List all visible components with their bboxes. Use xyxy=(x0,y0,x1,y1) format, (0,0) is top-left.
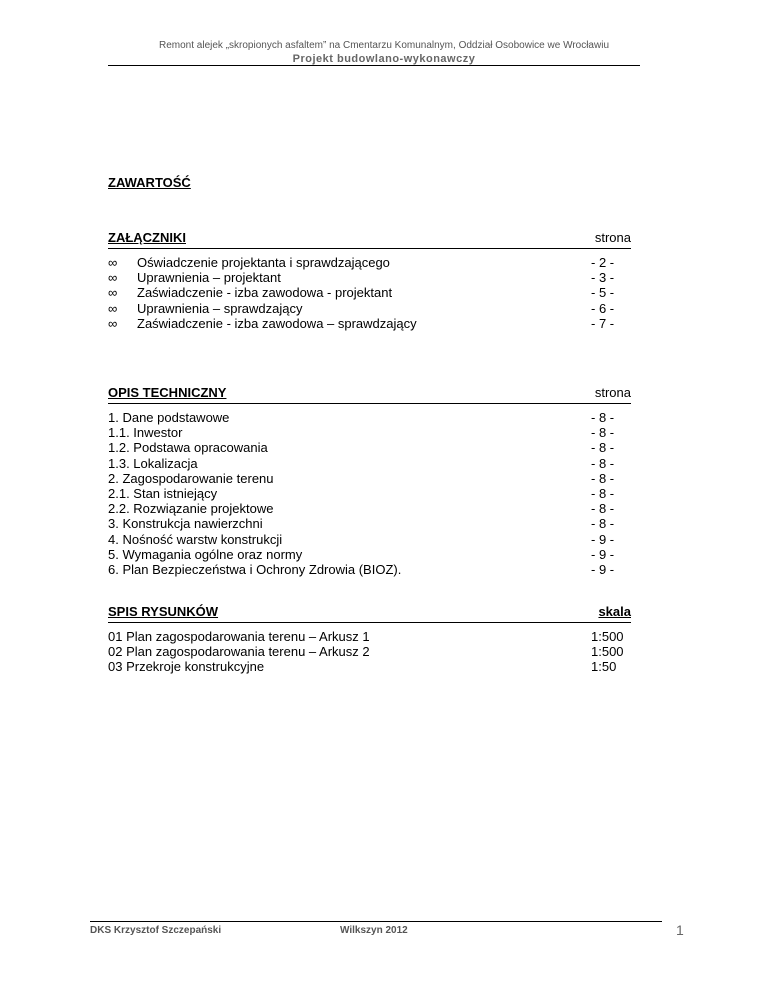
header-divider xyxy=(108,65,640,66)
list-item xyxy=(108,562,631,577)
page-reference: - 8 - xyxy=(591,516,615,532)
list-item xyxy=(108,629,631,644)
page-reference: - 7 - xyxy=(591,315,615,331)
list-item xyxy=(108,270,631,285)
bullet-symbol: ∞ xyxy=(108,285,118,301)
bullet-symbol: ∞ xyxy=(108,315,118,331)
technical-description-header xyxy=(108,383,631,404)
drawings-section xyxy=(108,602,631,675)
list-item xyxy=(108,285,631,300)
list-item-label: 1. Dane podstawowe xyxy=(108,410,230,425)
list-item xyxy=(108,659,631,674)
list-item xyxy=(108,547,631,562)
list-item-label: 1.1. Inwestor xyxy=(108,425,183,441)
footer-divider xyxy=(90,921,662,922)
attachments-list xyxy=(108,255,631,331)
page-reference: - 8 - xyxy=(591,425,615,441)
list-item-label: 4. Nośność warstw konstrukcji xyxy=(108,531,283,547)
list-item-label: 5. Wymagania ogólne oraz normy xyxy=(108,546,303,562)
header-project-title: Remont alejek „skropionych asfaltem” na Cmentarzu Komunalnym, Oddział Osobowice we Wrocławiu xyxy=(159,40,609,51)
page-reference: - 6 - xyxy=(591,300,615,316)
list-item-label: 01 Plan zagospodarowania terenu – Arkusz 1 xyxy=(108,629,370,644)
drawings-title: SPIS RYSUNKÓW xyxy=(108,604,219,619)
list-item xyxy=(108,532,631,547)
technical-description-section xyxy=(108,383,631,577)
bullet-symbol: ∞ xyxy=(108,255,118,270)
list-item xyxy=(108,301,631,316)
list-item xyxy=(108,440,631,455)
contents-title: ZAWARTOŚĆ xyxy=(108,175,191,190)
attachments-section xyxy=(108,228,631,331)
drawings-list xyxy=(108,629,631,675)
page-reference: - 8 - xyxy=(591,410,615,425)
page-reference: - 5 - xyxy=(591,285,615,301)
list-item-label: 03 Przekroje konstrukcyjne xyxy=(108,659,265,675)
page-reference: - 8 - xyxy=(591,455,615,471)
list-item-label: 6. Plan Bezpieczeństwa i Ochrony Zdrowia (BIOZ). xyxy=(108,561,402,577)
attachments-column-label: strona xyxy=(594,230,631,245)
list-item-label: 2.1. Stan istniejący xyxy=(108,485,218,501)
header-project-type: Projekt budowlano-wykonawczy xyxy=(292,53,476,65)
list-item xyxy=(108,516,631,531)
attachments-header xyxy=(108,228,631,249)
page-reference: - 8 - xyxy=(591,485,615,501)
list-item-label: 2. Zagospodarowanie terenu xyxy=(108,470,274,486)
technical-description-column-label: strona xyxy=(594,385,631,400)
page-reference: - 8 - xyxy=(591,470,615,486)
list-item-label: 1.2. Podstawa opracowania xyxy=(108,440,268,456)
list-item xyxy=(108,501,631,516)
list-item-label: Uprawnienia – projektant xyxy=(137,270,281,286)
footer-place-date: Wilkszyn 2012 xyxy=(340,925,408,936)
list-item-label: Oświadczenie projektanta i sprawdzającego xyxy=(137,255,390,270)
page-number: 1 xyxy=(676,922,684,938)
list-item-label: 3. Konstrukcja nawierzchni xyxy=(108,516,263,532)
drawings-header xyxy=(108,602,631,623)
list-item-label: Uprawnienia – sprawdzający xyxy=(137,300,303,316)
list-item-label: 02 Plan zagospodarowania terenu – Arkusz 2 xyxy=(108,644,370,660)
technical-description-list xyxy=(108,410,631,577)
list-item-label: Zaświadczenie - izba zawodowa - projektant xyxy=(137,285,393,301)
bullet-symbol: ∞ xyxy=(108,270,118,286)
list-item xyxy=(108,255,631,270)
list-item xyxy=(108,471,631,486)
page-reference: - 8 - xyxy=(591,501,615,517)
list-item-label: 1.3. Lokalizacja xyxy=(108,455,198,471)
attachments-title: ZAŁĄCZNIKI xyxy=(108,230,186,245)
page-reference: - 9 - xyxy=(591,531,615,547)
bullet-symbol: ∞ xyxy=(108,300,118,316)
footer-author: DKS Krzysztof Szczepański xyxy=(90,925,222,936)
list-item-label: Zaświadczenie - izba zawodowa – sprawdzający xyxy=(137,315,417,331)
list-item-label: 2.2. Rozwiązanie projektowe xyxy=(108,501,274,517)
list-item xyxy=(108,456,631,471)
list-item xyxy=(108,410,631,425)
page-reference: - 9 - xyxy=(591,561,615,577)
page-reference: - 3 - xyxy=(591,270,615,286)
list-item xyxy=(108,486,631,501)
technical-description-title: OPIS TECHNICZNY xyxy=(108,385,227,400)
page-reference: - 9 - xyxy=(591,546,615,562)
page-reference: - 8 - xyxy=(591,440,615,456)
drawings-column-label: skala xyxy=(598,604,631,619)
list-item xyxy=(108,425,631,440)
list-item xyxy=(108,644,631,659)
list-item xyxy=(108,316,631,331)
drawing-scale: 1:500 xyxy=(591,644,624,660)
drawing-scale: 1:500 xyxy=(591,629,624,644)
page-reference: - 2 - xyxy=(591,255,615,270)
drawing-scale: 1:50 xyxy=(591,659,617,675)
